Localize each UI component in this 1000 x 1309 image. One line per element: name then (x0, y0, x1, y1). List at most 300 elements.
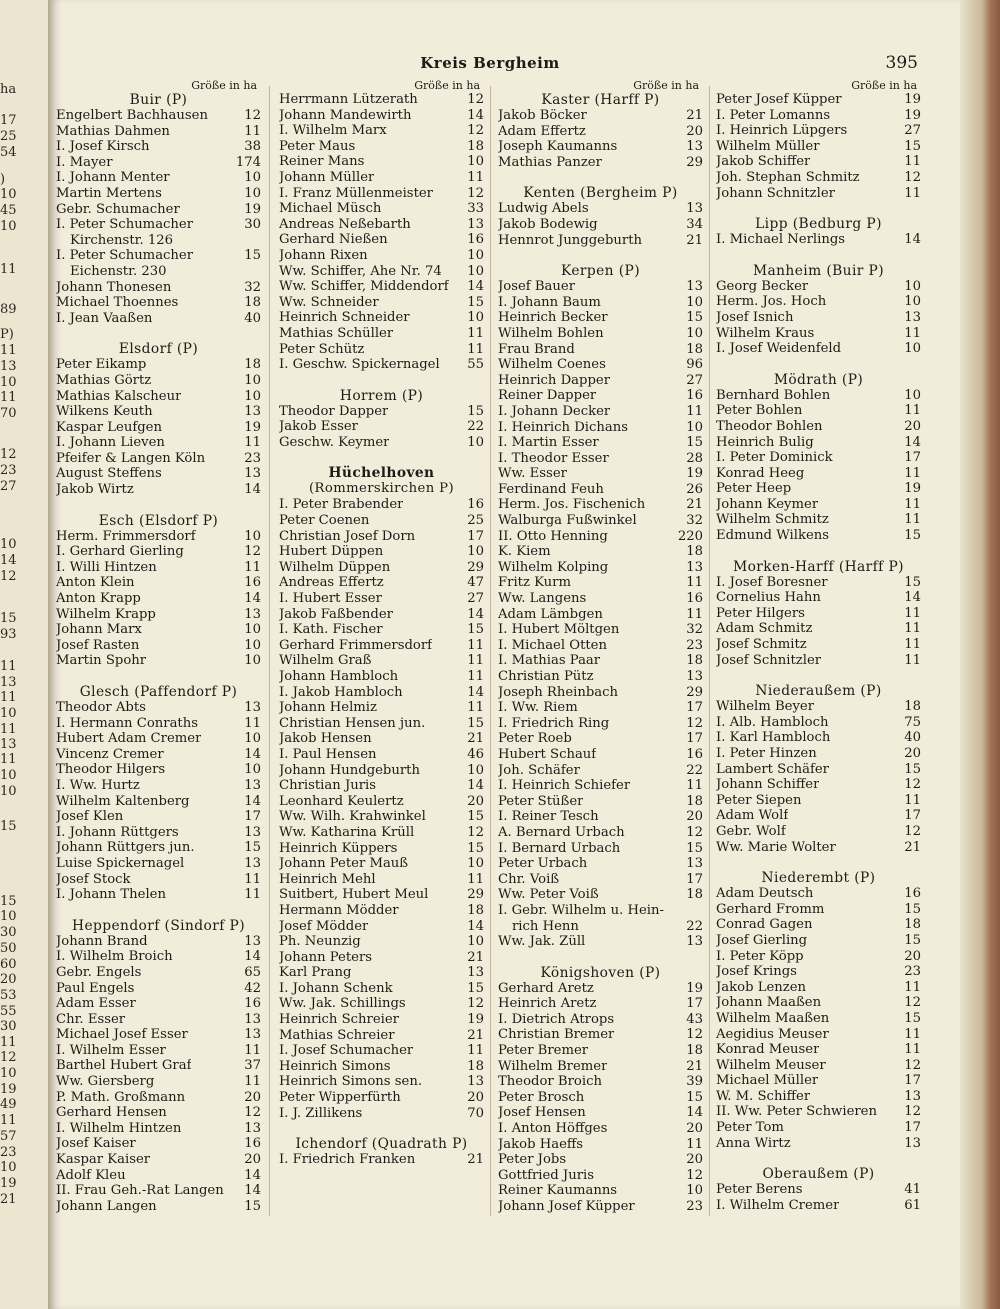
owner-name: I. Friedrich Franken (279, 1152, 416, 1168)
owner-name: I. Peter Lomanns (716, 107, 831, 123)
facing-page-fragment: 13 (0, 737, 17, 752)
area-ha: 13 (904, 1088, 921, 1104)
area-ha: 14 (244, 1183, 261, 1199)
owner-entry (498, 124, 703, 140)
page (50, 0, 960, 1309)
owner-name: Josef Kaiser (56, 1136, 136, 1152)
owner-name: Mathias Panzer (498, 154, 602, 170)
section-heading: Oberaußem (P) (762, 1166, 875, 1183)
owner-entry (279, 622, 484, 638)
owner-name: Adam Effertz (498, 123, 586, 139)
area-ha: 15 (686, 1089, 703, 1105)
owner-entry (716, 232, 921, 248)
facing-page-fragment: 60 (0, 957, 17, 972)
owner-entry (279, 186, 484, 202)
area-ha: 11 (686, 606, 703, 622)
owner-name: Josef Rasten (56, 637, 140, 653)
owner-name: I. Peter Hinzen (716, 746, 817, 761)
owner-entry (56, 1183, 261, 1199)
owner-name: Conrad Gagen (716, 917, 813, 933)
area-ha: 10 (904, 341, 921, 357)
entry-continuation (56, 233, 261, 249)
section-heading: Mödrath (P) (773, 371, 864, 388)
area-ha: 11 (467, 637, 484, 653)
area-ha (677, 903, 703, 919)
owner-name: Johann Thonesen (56, 279, 172, 295)
owner-name: Andreas Effertz (279, 575, 384, 591)
owner-entry (498, 139, 703, 155)
facing-page-fragment: 15 (0, 894, 17, 909)
owner-name: Wilhelm Bremer (498, 1058, 608, 1074)
owner-name: Gerhard Frimmersdorf (279, 637, 433, 653)
owner-entry (716, 699, 921, 715)
owner-name: Peter Wipperfürth (279, 1090, 401, 1106)
area-ha: 11 (686, 403, 703, 419)
area-ha: 12 (904, 1057, 921, 1073)
area-ha: 12 (904, 777, 921, 793)
owner-entry (716, 186, 921, 202)
area-ha: 16 (467, 232, 484, 248)
area-ha: 30 (244, 217, 261, 233)
area-ha: 11 (686, 1136, 703, 1152)
area-ha: 11 (244, 1042, 261, 1058)
owner-entry (279, 607, 484, 623)
owner-entry (279, 856, 484, 872)
section-heading: Buir (P) (129, 92, 188, 108)
owner-entry (279, 326, 484, 342)
area-ha: 10 (686, 294, 703, 310)
owner-entry (498, 638, 703, 654)
area-ha: 27 (904, 123, 921, 139)
area-ha: 11 (904, 792, 921, 808)
owner-name: I. Ww. Hurtz (56, 777, 140, 793)
area-ha: 15 (467, 403, 484, 419)
area-ha: 17 (467, 528, 484, 544)
owner-name: Aegidius Meuser (716, 1026, 829, 1042)
owner-entry (279, 981, 484, 997)
owner-entry (498, 1168, 703, 1184)
owner-name: I. Wilhelm Marx (279, 123, 387, 139)
owner-name: Peter Roeb (498, 731, 572, 747)
owner-entry (498, 996, 703, 1012)
owner-entry (716, 388, 921, 404)
area-ha: 19 (467, 1012, 484, 1028)
owner-entry (56, 108, 261, 124)
owner-entry (279, 653, 484, 669)
owner-entry (56, 934, 261, 950)
column-divider (269, 86, 270, 1216)
owner-entry (56, 373, 261, 389)
owner-name: Johann Mandewirth (279, 107, 412, 123)
area-ha: 16 (904, 886, 921, 902)
owner-entry (716, 512, 921, 528)
area-ha: 21 (467, 949, 484, 965)
owner-name: Peter Brosch (498, 1089, 585, 1105)
owner-entry (56, 280, 261, 296)
owner-entry (498, 981, 703, 997)
area-ha: 11 (904, 652, 921, 668)
owner-name: Konrad Meuser (716, 1042, 820, 1058)
owner-name: Theodor Bohlen (716, 418, 823, 434)
owner-entry (716, 793, 921, 809)
owner-entry (279, 996, 484, 1012)
area-ha: 11 (904, 637, 921, 653)
facing-page-fragment: 30 (0, 925, 17, 940)
column-3 (498, 80, 703, 1215)
owner-name: Joseph Rheinbach (498, 684, 619, 700)
area-ha: 20 (467, 793, 484, 809)
facing-page-fragment: 12 (0, 447, 17, 462)
area-ha: 13 (686, 934, 703, 950)
owner-entry (498, 295, 703, 311)
facing-page-fragment: 10 (0, 1160, 17, 1175)
owner-entry (279, 1074, 484, 1090)
area-ha: 11 (467, 1043, 484, 1059)
area-ha: 12 (467, 824, 484, 840)
owner-entry (498, 731, 703, 747)
area-ha: 10 (904, 278, 921, 294)
owner-name: I. Johann Rüttgers (56, 824, 179, 840)
owner-entry (279, 1028, 484, 1044)
owner-name: Vincenz Cremer (56, 746, 164, 762)
area-ha: 10 (244, 372, 261, 388)
area-ha: 18 (686, 1043, 703, 1059)
owner-name: I. Jean Vaaßen (56, 310, 153, 326)
area-ha: 16 (244, 1136, 261, 1152)
section-heading: Kenten (Bergheim P) (523, 185, 678, 202)
owner-entry (716, 481, 921, 497)
area-ha: 20 (686, 809, 703, 825)
area-ha: 10 (467, 434, 484, 450)
owner-name: Johann Brand (56, 933, 148, 949)
owner-name: Johann Langen (56, 1198, 157, 1214)
facing-page-fragment: 53 (0, 988, 17, 1003)
owner-entry (279, 1106, 484, 1122)
area-ha: 18 (686, 341, 703, 357)
owner-name: Luise Spickernagel (56, 855, 185, 871)
owner-name: Peter Josef Küpper (716, 92, 842, 107)
owner-name: Ww. Esser (498, 466, 567, 482)
owner-name: I. Hubert Möltgen (498, 622, 620, 638)
area-ha: 18 (904, 917, 921, 933)
owner-entry (56, 124, 261, 140)
owner-entry (279, 513, 484, 529)
area-ha: 13 (244, 777, 261, 793)
area-ha: 11 (467, 653, 484, 669)
owner-entry (498, 794, 703, 810)
facing-page-fragment: 15 (0, 819, 17, 834)
owner-name: Lambert Schäfer (716, 761, 829, 777)
area-ha: 20 (904, 418, 921, 434)
owner-entry (56, 591, 261, 607)
area-ha: 38 (244, 139, 261, 155)
owner-name: I. Paul Hensen (279, 746, 377, 762)
owner-entry (498, 809, 703, 825)
owner-name: Wilhelm Beyer (716, 699, 815, 715)
owner-entry (56, 451, 261, 467)
section-heading: Kerpen (P) (560, 263, 640, 280)
owner-entry (716, 575, 921, 591)
owner-name: Hennrot Junggeburth (498, 232, 643, 248)
owner-entry (716, 730, 921, 746)
owner-name: W. M. Schiffer (716, 1088, 811, 1104)
owner-name: Peter Coenen (279, 513, 370, 529)
area-ha: 11 (467, 325, 484, 341)
owner-entry (56, 716, 261, 732)
owner-name: I. Johann Lieven (56, 435, 165, 451)
area-ha: 19 (904, 107, 921, 123)
owner-entry (56, 202, 261, 218)
area-ha: 15 (904, 138, 921, 154)
owner-name: Kaspar Kaiser (56, 1152, 151, 1168)
area-ha: 15 (467, 715, 484, 731)
owner-name: Wilhelm Kaltenberg (56, 793, 190, 809)
owner-entry (279, 1090, 484, 1106)
area-ha: 18 (467, 902, 484, 918)
owner-entry (716, 497, 921, 513)
owner-entry (56, 466, 261, 482)
owner-entry (498, 1199, 703, 1215)
owner-name: P. Math. Großmann (56, 1089, 186, 1105)
area-ha: 12 (686, 715, 703, 731)
area-ha: 10 (467, 544, 484, 560)
owner-entry (716, 170, 921, 186)
area-ha: 12 (467, 185, 484, 201)
owner-name: Peter Siepen (716, 792, 802, 808)
unit-header: Größe in ha (414, 79, 480, 92)
area-ha: 174 (235, 154, 261, 170)
owner-entry (498, 1012, 703, 1028)
area-ha: 11 (686, 575, 703, 591)
owner-entry (498, 1027, 703, 1043)
owner-entry (279, 747, 484, 763)
area-ha: 15 (467, 980, 484, 996)
owner-name: Josef Bauer (498, 279, 576, 295)
facing-page-fragment: 11 (0, 1035, 17, 1050)
owner-entry (56, 1199, 261, 1215)
area-ha: 13 (244, 1027, 261, 1043)
area-ha: 10 (244, 622, 261, 638)
owner-name: I. Peter Brabender (279, 497, 404, 513)
area-ha: 17 (904, 450, 921, 466)
area-ha: 27 (467, 591, 484, 607)
owner-name: Hubert Adam Cremer (56, 731, 202, 747)
owner-entry (716, 403, 921, 419)
area-ha: 23 (686, 637, 703, 653)
area-ha: 10 (244, 762, 261, 778)
area-ha: 21 (467, 1027, 484, 1043)
owner-entry (498, 544, 703, 560)
owner-name: Mathias Schreier (279, 1027, 395, 1043)
owner-name: Johann Schnitzler (716, 185, 835, 201)
owner-name: Adolf Kleu (56, 1167, 126, 1183)
owner-entry (498, 825, 703, 841)
area-ha: 16 (244, 575, 261, 591)
owner-entry (279, 778, 484, 794)
owner-name: Johann Hundgeburth (279, 762, 420, 778)
owner-name: Peter Bremer (498, 1043, 589, 1059)
owner-entry (716, 808, 921, 824)
facing-page-fragment: 30 (0, 1019, 17, 1034)
owner-name: Heinrich Schreier (279, 1012, 399, 1028)
section-heading: Elsdorf (P) (118, 341, 199, 358)
owner-name: Geschw. Keymer (279, 434, 390, 450)
owner-entry (716, 294, 921, 310)
owner-name: Heinrich Aretz (498, 996, 597, 1012)
owner-name: Ww. Langens (498, 591, 587, 607)
area-ha: 13 (467, 1074, 484, 1090)
owner-name: Heinrich Schneider (279, 310, 410, 326)
area-ha: 14 (467, 606, 484, 622)
owner-entry (56, 949, 261, 965)
area-ha: 15 (686, 840, 703, 856)
area-ha: 11 (904, 1042, 921, 1058)
owner-name: Michael Thoennes (56, 295, 179, 311)
owner-name: Jakob Bodewig (498, 216, 598, 232)
area-ha: 12 (467, 92, 484, 107)
owner-entry (716, 917, 921, 933)
owner-name: Herm. Frimmersdorf (56, 528, 196, 544)
owner-entry (279, 560, 484, 576)
owner-entry (498, 451, 703, 467)
owner-name: Martin Spohr (56, 653, 147, 669)
owner-name: Wilhelm Müller (716, 138, 820, 154)
owner-entry (279, 248, 484, 264)
area-ha: 10 (686, 1183, 703, 1199)
owner-entry (279, 529, 484, 545)
owner-entry (279, 544, 484, 560)
area-ha: 12 (467, 996, 484, 1012)
owner-name: Heinrich Simons (279, 1058, 391, 1074)
owner-name: Wilkens Keuth (56, 404, 153, 420)
area-ha: 21 (686, 1058, 703, 1074)
owner-entry (498, 466, 703, 482)
owner-entry (56, 1058, 261, 1074)
area-ha: 13 (244, 824, 261, 840)
owner-name: Anton Krapp (56, 591, 141, 607)
owner-entry (498, 435, 703, 451)
owner-entry (716, 964, 921, 980)
owner-entry (716, 1042, 921, 1058)
owner-name: I. Hubert Esser (279, 591, 382, 607)
owner-name: I. Peter Köpp (716, 948, 804, 964)
owner-entry (498, 622, 703, 638)
owner-entry (279, 934, 484, 950)
owner-name: Leonhard Keulertz (279, 793, 404, 809)
owner-entry (498, 310, 703, 326)
area-ha: 10 (686, 419, 703, 435)
owner-entry (279, 232, 484, 248)
area-ha: 65 (244, 964, 261, 980)
facing-page-fragment: 89 (0, 302, 17, 317)
area-ha: 14 (467, 279, 484, 295)
owner-name: Herm. Jos. Hoch (716, 294, 827, 310)
owner-entry (716, 746, 921, 762)
area-ha: 13 (904, 1135, 921, 1151)
area-ha: 15 (244, 840, 261, 856)
owner-name: Peter Heep (716, 481, 792, 497)
owner-name: Ww. Jak. Schillings (279, 996, 406, 1012)
area-ha: 16 (244, 996, 261, 1012)
owner-name: I. Josef Boresner (716, 574, 828, 590)
area-ha: 18 (244, 295, 261, 311)
owner-name: I. Friedrich Ring (498, 715, 610, 731)
area-ha: 220 (677, 528, 703, 544)
owner-entry (498, 934, 703, 950)
facing-page-fragment: 10 (0, 706, 17, 721)
owner-name: Peter Stüßer (498, 793, 584, 809)
facing-page-fragment: 19 (0, 1082, 17, 1097)
area-ha: 11 (467, 169, 484, 185)
area-ha: 17 (904, 1120, 921, 1136)
book-edge (960, 0, 1000, 1309)
owner-name: I. Peter Schumacher (56, 248, 194, 264)
owner-name: Christian Hensen jun. (279, 715, 426, 731)
area-ha: 12 (904, 169, 921, 185)
owner-entry (716, 949, 921, 965)
owner-entry (279, 825, 484, 841)
owner-entry (56, 544, 261, 560)
owner-name: Johann Schiffer (716, 777, 820, 793)
area-ha: 15 (244, 248, 261, 264)
area-ha: 32 (686, 622, 703, 638)
owner-name: Heinrich Mehl (279, 871, 376, 887)
area-ha: 10 (244, 170, 261, 186)
area-ha: 15 (904, 932, 921, 948)
owner-name: I. Johann Menter (56, 170, 170, 186)
owner-name: Suitbert, Hubert Meul (279, 887, 429, 903)
owner-entry (279, 591, 484, 607)
owner-entry (498, 591, 703, 607)
owner-name: Wilhelm Maaßen (716, 1010, 830, 1026)
area-ha: 15 (244, 1198, 261, 1214)
area-ha: 29 (467, 887, 484, 903)
owner-name: Michael Josef Esser (56, 1027, 188, 1043)
area-ha: 21 (904, 839, 921, 855)
owner-entry (279, 1152, 484, 1168)
area-ha: 37 (244, 1058, 261, 1074)
owner-entry (279, 669, 484, 685)
owner-name: Karl Prang (279, 965, 352, 981)
section-heading: (Rommerskirchen P) (309, 481, 454, 497)
owner-name: Reiner Kaumanns (498, 1183, 618, 1199)
owner-name: Jakob Esser (279, 419, 358, 435)
owner-name: Christian Bremer (498, 1027, 615, 1043)
area-ha: 20 (467, 1090, 484, 1106)
owner-name: Ww. Schneider (279, 294, 379, 310)
owner-name: I. Wilhelm Cremer (716, 1197, 840, 1213)
area-ha: 41 (904, 1182, 921, 1198)
owner-entry (279, 310, 484, 326)
facing-page-fragment: 10 (0, 1066, 17, 1081)
owner-name: Josef Mödder (279, 918, 369, 934)
area-ha: 10 (904, 294, 921, 310)
owner-name: Ww. Giersberg (56, 1074, 155, 1090)
area-ha: 13 (244, 933, 261, 949)
owner-name: I. Heinrich Schiefer (498, 778, 631, 794)
owner-entry (498, 1152, 703, 1168)
owner-entry (56, 295, 261, 311)
facing-page-fragment: 70 (0, 406, 17, 421)
owner-name: Theodor Broich (498, 1074, 602, 1090)
area-ha: 13 (244, 855, 261, 871)
facing-page-fragment: 25 (0, 129, 17, 144)
owner-entry (56, 1043, 261, 1059)
owner-name: Heinrich Bulig (716, 434, 814, 450)
area-ha: 14 (467, 684, 484, 700)
area-ha: 11 (244, 1074, 261, 1090)
owner-entry (498, 233, 703, 249)
